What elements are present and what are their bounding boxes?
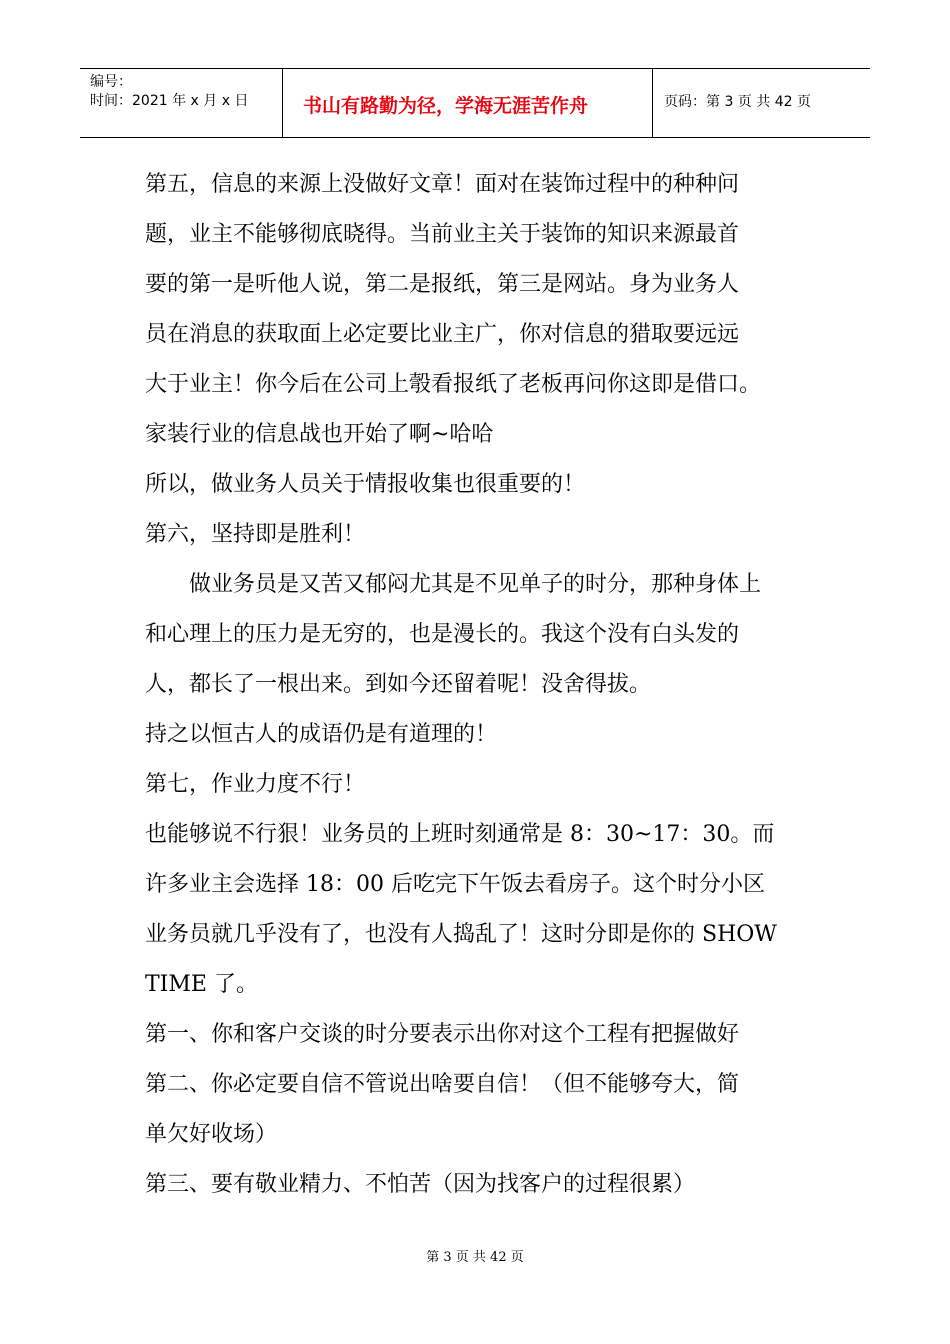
body-line: 第一、你和客户交谈的时分要表示出你对这个工程有把握做好 [145,1022,740,1047]
body-line: 做业务员是又苦又郁闷尤其是不见单子的时分，那种身体上 [145,572,762,597]
doc-number-label: 编号： [90,74,132,90]
section-heading: 第六，坚持即是胜利！ [145,522,366,547]
header-motto: 书山有路勤为径，学海无涯苦作舟 [303,95,589,117]
doc-date: 时间：2021 年 x 月 x 日 [90,93,249,109]
body-line: 单欠好收场） [145,1122,278,1147]
body-line: 题，业主不能够彻底晓得。当前业主关于装饰的知识来源最首 [145,222,740,247]
header-page-info: 页码：第 3 页 共 42 页 [664,94,811,110]
body-line: 人，都长了一根出来。到如今还留着呢！没舍得拔。 [145,672,652,697]
page-header [80,68,870,138]
document-body [145,160,815,1210]
body-line: 大于业主！你今后在公司上彀看报纸了老板再问你这即是借口。 [145,372,762,397]
body-line: 第五，信息的来源上没做好文章！面对在装饰过程中的种种问 [145,172,740,197]
body-line: 也能够说不行狠！业务员的上班时刻通常是 8：30~17：30。而 [145,822,775,847]
body-line: 所以，做业务人员关于情报收集也很重要的！ [145,472,586,497]
page-footer: 第 3 页 共 42 页 [426,1250,524,1265]
body-line: 许多业主会选择 18：00 后吃完下午饭去看房子。这个时分小区 [145,872,765,897]
header-motto-cell [283,69,653,137]
body-line: 要的第一是听他人说，第二是报纸，第三是网站。身为业务人 [145,272,740,297]
body-line: 第二、你必定要自信不管说出啥要自信！（但不能够夸大，简 [145,1072,740,1097]
body-line: 持之以恒古人的成语仍是有道理的！ [145,722,498,747]
body-line: TIME 了。 [145,972,258,997]
body-line: 业务员就几乎没有了，也没有人捣乱了！这时分即是你的 SHOW [145,922,777,947]
body-line: 第三、要有敬业精力、不怕苦（因为找客户的过程很累） [145,1172,696,1197]
body-line: 和心理上的压力是无穷的，也是漫长的。我这个没有白头发的 [145,622,740,647]
header-meta [80,69,283,137]
section-heading: 第七，作业力度不行！ [145,772,366,797]
body-line: 家装行业的信息战也开始了啊~哈哈 [145,422,494,447]
body-line: 员在消息的获取面上必定要比业主广，你对信息的猎取要远远 [145,322,740,347]
